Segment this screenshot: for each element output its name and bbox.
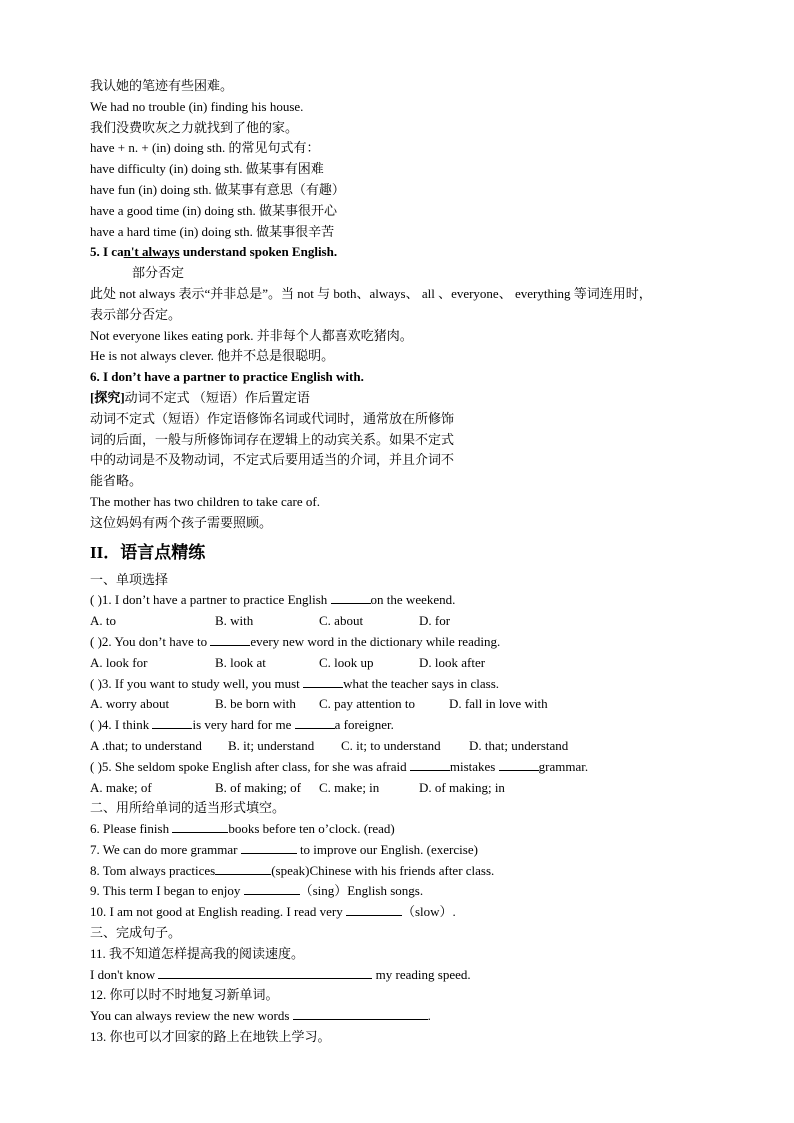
item-text: my reading speed.	[372, 966, 471, 982]
option-c[interactable]: C. pay attention to	[319, 696, 416, 712]
answer-blank[interactable]	[244, 881, 300, 895]
question-stem: is very hard for me	[192, 717, 295, 733]
answer-blank[interactable]	[295, 715, 335, 729]
part-1-title: 一、单项选择	[90, 571, 169, 587]
item-text: 10. I am not good at English reading. I read very	[90, 904, 346, 920]
options-row	[90, 653, 710, 674]
option-b[interactable]: B. it; understand	[228, 737, 315, 753]
fill-item-10	[90, 902, 710, 923]
option-a[interactable]: A. look for	[90, 654, 148, 670]
paragraph-line: 能省略。	[90, 473, 143, 489]
complete-item-13-zh: 13. 你也可以才回家的路上在地铁上学习。	[90, 1029, 331, 1045]
answer-blank[interactable]	[152, 715, 192, 729]
question-5	[90, 757, 710, 778]
item-text: .	[427, 1008, 431, 1024]
options-row	[90, 736, 710, 757]
item-text: 9. This term I began to enjoy	[90, 883, 244, 899]
answer-blank[interactable]	[172, 819, 228, 833]
options-row	[90, 694, 710, 715]
fill-item-8	[90, 861, 710, 882]
option-d[interactable]: D. for	[419, 613, 451, 629]
question-stem: 2. You don’t have to	[101, 633, 211, 649]
explore-line	[90, 388, 710, 409]
answer-blank[interactable]	[210, 632, 250, 646]
sentence-6-heading: 6. I don’t have a partner to practice English with.	[90, 369, 364, 385]
item-text: （sing）English songs.	[299, 883, 424, 899]
example-zh: 这位妈妈有两个孩子需要照顾。	[90, 514, 273, 530]
note-line: We had no trouble (in) finding his house.	[90, 98, 304, 114]
answer-blank[interactable]	[410, 757, 450, 771]
note-line: have difficulty (in) doing sth. 做某事有困难	[90, 161, 324, 177]
complete-item-12	[90, 1006, 710, 1027]
item-text: You can always review the new words	[90, 1008, 293, 1024]
item-text: I don't know	[90, 966, 159, 982]
option-b[interactable]: B. with	[215, 613, 254, 629]
explore-text: 动词不定式 （短语）作后置定语	[124, 389, 310, 405]
part-2-title: 二、用所给单词的适当形式填空。	[90, 800, 286, 816]
answer-paren[interactable]: ( )	[90, 675, 102, 691]
example-en: The mother has two children to take care of.	[90, 493, 320, 509]
partial-negation-note: 部分否定	[132, 265, 185, 281]
option-c[interactable]: C. look up	[319, 654, 374, 670]
explore-tag: [探究]	[90, 389, 125, 405]
fill-item-9	[90, 881, 710, 902]
note-line: have + n. + (in) doing sth. 的常见句式有：	[90, 140, 320, 156]
question-stem: 4. I think	[101, 717, 153, 733]
question-stem: 1. I don’t have a partner to practice English	[101, 592, 331, 608]
option-b[interactable]: B. of making; of	[215, 779, 301, 795]
option-a[interactable]: A. worry about	[90, 696, 170, 712]
options-row	[90, 611, 710, 632]
complete-item-11-zh: 11. 我不知道怎样提高我的阅读速度。	[90, 945, 305, 961]
option-a[interactable]: A. make; of	[90, 779, 152, 795]
option-d[interactable]: D. that; understand	[469, 737, 569, 753]
question-3	[90, 674, 710, 695]
question-stem: mistakes	[449, 758, 499, 774]
option-c[interactable]: C. about	[319, 613, 364, 629]
question-stem: 5. She seldom spoke English after class, for she was afraid	[101, 758, 410, 774]
item-text: 6. Please finish	[90, 821, 173, 837]
option-d[interactable]: D. look after	[419, 654, 486, 670]
option-a[interactable]: A .that; to understand	[90, 737, 202, 753]
note-line: 表示部分否定。	[90, 306, 182, 322]
fill-item-6	[90, 819, 710, 840]
options-row	[90, 778, 710, 799]
option-b[interactable]: B. be born with	[215, 696, 296, 712]
question-stem: a foreigner.	[334, 717, 394, 733]
question-stem: 3. If you want to study well, you must	[101, 675, 304, 691]
note-line: 我们没费吹灰之力就找到了他的家。	[90, 119, 299, 135]
option-c[interactable]: C. make; in	[319, 779, 380, 795]
answer-blank[interactable]	[331, 590, 371, 604]
option-b[interactable]: B. look at	[215, 654, 266, 670]
option-a[interactable]: A. to	[90, 613, 116, 629]
question-2	[90, 632, 710, 653]
question-stem: grammar.	[538, 758, 589, 774]
answer-paren[interactable]: ( )	[90, 717, 102, 733]
note-line: He is not always clever. 他并不总是很聪明。	[90, 348, 335, 364]
note-line: 此处 not always 表示“并非总是”。当 not 与 both、always、 all 、everyone、 everything 等词连用时，	[90, 285, 652, 301]
answer-blank[interactable]	[241, 840, 297, 854]
option-d[interactable]: D. of making; in	[419, 779, 505, 795]
note-line: have a hard time (in) doing sth. 做某事很辛苦	[90, 223, 335, 239]
option-c[interactable]: C. it; to understand	[341, 737, 441, 753]
question-stem: every new word in the dictionary while reading.	[250, 633, 501, 649]
document-page	[90, 76, 710, 1048]
item-text: to improve our English. (exercise)	[296, 841, 478, 857]
part-3-title: 三、完成句子。	[90, 925, 182, 941]
fill-item-7	[90, 840, 710, 861]
note-line: have fun (in) doing sth. 做某事有意思（有趣）	[90, 181, 345, 197]
note-line: 我认她的笔迹有些困难。	[90, 78, 234, 93]
sentence-5-part-a: 5. I ca	[90, 244, 124, 260]
note-line: have a good time (in) doing sth. 做某事很开心	[90, 202, 337, 218]
answer-blank[interactable]	[499, 757, 539, 771]
answer-paren[interactable]: ( )	[90, 592, 102, 608]
answer-blank[interactable]	[303, 674, 343, 688]
item-text: 7. We can do more grammar	[90, 841, 241, 857]
paragraph-line: 动词不定式（短语）作定语修饰名词或代词时，通常放在所修饰	[90, 410, 455, 426]
note-line: Not everyone likes eating pork. 并非每个人都喜欢吃猪肉。	[90, 327, 413, 343]
complete-item-12-zh: 12. 你可以时不时地复习新单词。	[90, 987, 279, 1003]
item-text: （slow）.	[401, 904, 456, 920]
sentence-5-underlined: n't always	[123, 244, 180, 260]
answer-paren[interactable]: ( )	[90, 633, 102, 649]
item-text: (speak)Chinese with his friends after class.	[271, 862, 495, 878]
item-text: 8. Tom always practices	[90, 862, 216, 878]
answer-blank[interactable]	[346, 902, 402, 916]
question-4	[90, 715, 710, 736]
question-stem: what the teacher says in class.	[343, 675, 500, 691]
option-d[interactable]: D. fall in love with	[449, 696, 548, 712]
question-1	[90, 590, 710, 611]
complete-item-11	[90, 965, 710, 986]
item-text: books before ten o’clock. (read)	[228, 821, 395, 837]
sentence-5-part-b: understand spoken English.	[179, 244, 338, 260]
section-2-title: II．语言点精练	[90, 542, 206, 562]
answer-paren[interactable]: ( )	[90, 758, 102, 774]
paragraph-line: 中的动词是不及物动词，不定式后要用适当的介词，并且介词不	[90, 452, 455, 468]
answer-blank[interactable]	[293, 1006, 428, 1020]
paragraph-line: 词的后面，一般与所修饰词存在逻辑上的动宾关系。如果不定式	[90, 431, 455, 447]
answer-blank[interactable]	[215, 861, 271, 875]
answer-blank[interactable]	[158, 965, 372, 979]
sentence-5-heading	[90, 242, 710, 263]
question-stem: on the weekend.	[370, 592, 456, 608]
